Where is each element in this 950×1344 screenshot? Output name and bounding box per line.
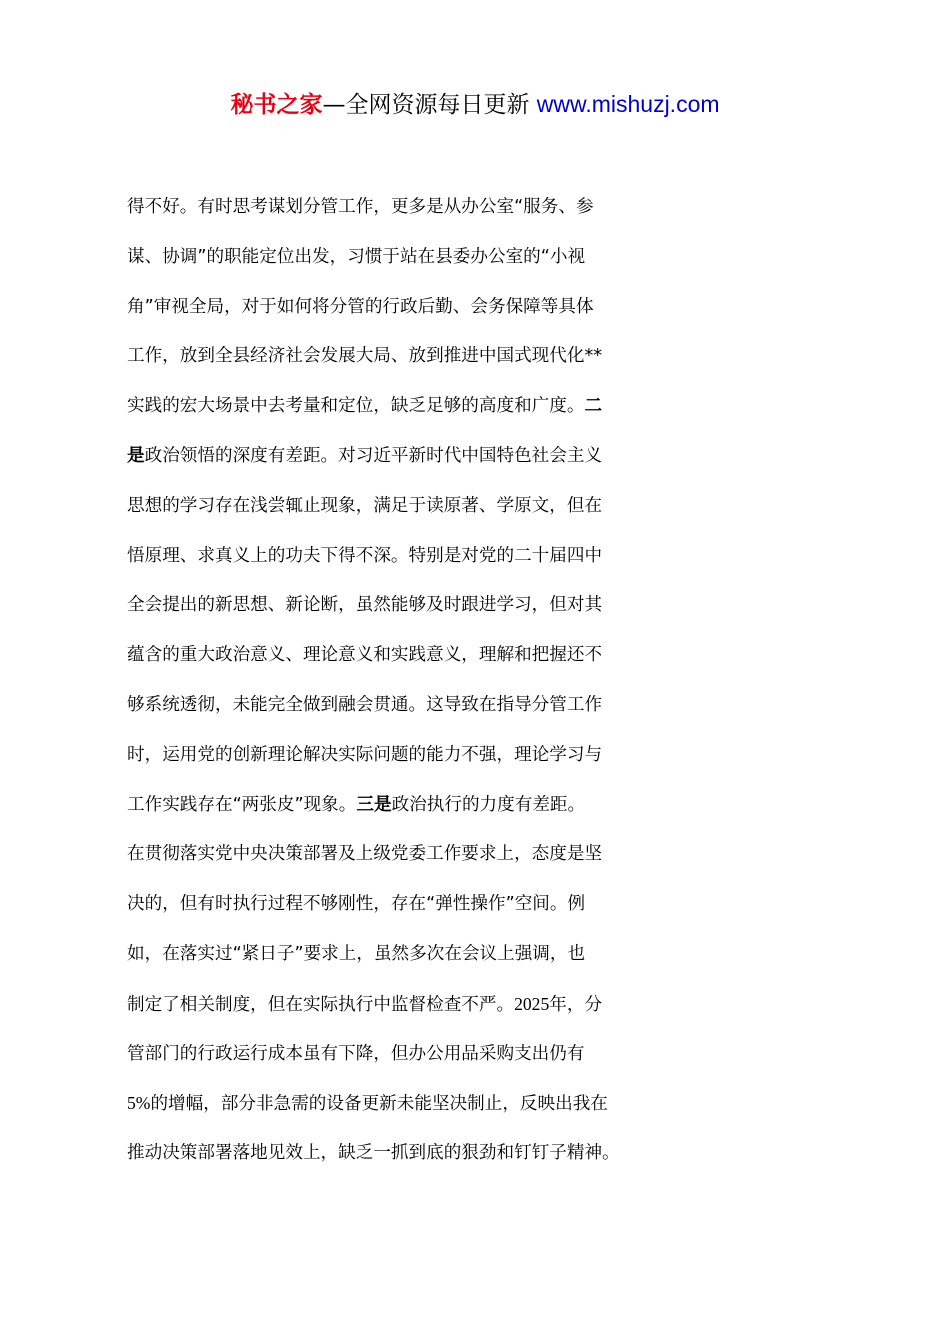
emphasis-marker: 二 xyxy=(584,396,603,417)
text-line xyxy=(127,382,837,432)
site-brand: 秘书之家 xyxy=(230,92,323,118)
text-run: 如，在落实过“紧日子”要求上，虽然多次在会议上强调，也 xyxy=(127,943,586,964)
text-run: 在贯彻落实党中央决策部署及上级党委工作要求上，态度是坚 xyxy=(127,844,603,865)
text-line xyxy=(127,930,837,980)
site-tagline: —全网资源每日更新 xyxy=(322,92,537,118)
text-line xyxy=(127,432,837,482)
text-run: 谋、协调”的职能定位出发，习惯于站在县委办公室的“小视 xyxy=(127,246,586,267)
text-run: 够系统透彻，未能完全做到融会贯通。这导致在指导分管工作 xyxy=(127,694,603,715)
number-run: 5% xyxy=(127,1093,151,1114)
text-line xyxy=(127,233,837,283)
text-line xyxy=(127,731,837,781)
text-line xyxy=(127,781,837,831)
document-body xyxy=(127,183,837,1179)
text-line xyxy=(127,581,837,631)
text-line xyxy=(127,631,837,681)
text-run: 悟原理、求真义上的功夫下得不深。特别是对党的二十届四中 xyxy=(127,545,603,566)
text-line xyxy=(127,681,837,731)
emphasis-marker: 三是 xyxy=(356,794,392,815)
text-run: 政治执行的力度有差距。 xyxy=(391,794,586,815)
text-run: 的增幅，部分非急需的设备更新未能坚决制止，反映出我在 xyxy=(150,1094,608,1115)
text-line xyxy=(127,1079,837,1129)
text-line xyxy=(127,980,837,1030)
text-run: 工作实践存在“两张皮”现象。 xyxy=(127,794,357,815)
text-line xyxy=(127,532,837,582)
text-run: 时，运用党的创新理论解决实际问题的能力不强，理论学习与 xyxy=(127,744,603,765)
text-run: 制定了相关制度，但在实际执行中监督检查不严。 xyxy=(127,994,515,1015)
text-line xyxy=(127,1030,837,1080)
text-run: 年，分 xyxy=(549,994,603,1015)
text-run: 决的，但有时执行过程不够刚性，存在“弹性操作”空间。例 xyxy=(127,894,586,915)
number-run: 2025 xyxy=(514,993,550,1014)
text-run: 得不好。有时思考谋划分管工作，更多是从办公室“服务、参 xyxy=(127,197,594,217)
text-run: 工作，放到全县经济社会发展大局、放到推进中国式现代化** xyxy=(127,346,603,367)
text-run: 蕴含的重大政治意义、理论意义和实践意义，理解和把握还不 xyxy=(127,645,603,666)
text-line xyxy=(127,1129,837,1179)
emphasis-marker: 是 xyxy=(127,445,145,466)
text-line xyxy=(127,183,837,233)
text-run: 全会提出的新思想、新论断，虽然能够及时跟进学习，但对其 xyxy=(127,595,603,616)
page-header xyxy=(0,88,950,121)
text-run: 推动决策部署落地见效上，缺乏一抓到底的狠劲和钉钉子精神。 xyxy=(127,1143,620,1164)
text-line xyxy=(127,482,837,532)
text-run: 政治领悟的深度有差距。对习近平新时代中国特色社会主义 xyxy=(144,445,603,466)
text-line xyxy=(127,332,837,382)
text-run: 实践的宏大场景中去考量和定位，缺乏足够的高度和广度。 xyxy=(127,396,585,417)
text-line xyxy=(127,830,837,880)
text-run: 管部门的行政运行成本虽有下降，但办公用品采购支出仍有 xyxy=(127,1043,585,1064)
site-url-link[interactable]: www.mishuzj.com xyxy=(536,91,720,117)
text-run: 思想的学习存在浅尝辄止现象，满足于读原著、学原文，但在 xyxy=(127,495,603,516)
text-run: 角”审视全局，对于如何将分管的行政后勤、会务保障等具体 xyxy=(127,296,594,317)
text-line xyxy=(127,880,837,930)
text-line xyxy=(127,283,837,333)
